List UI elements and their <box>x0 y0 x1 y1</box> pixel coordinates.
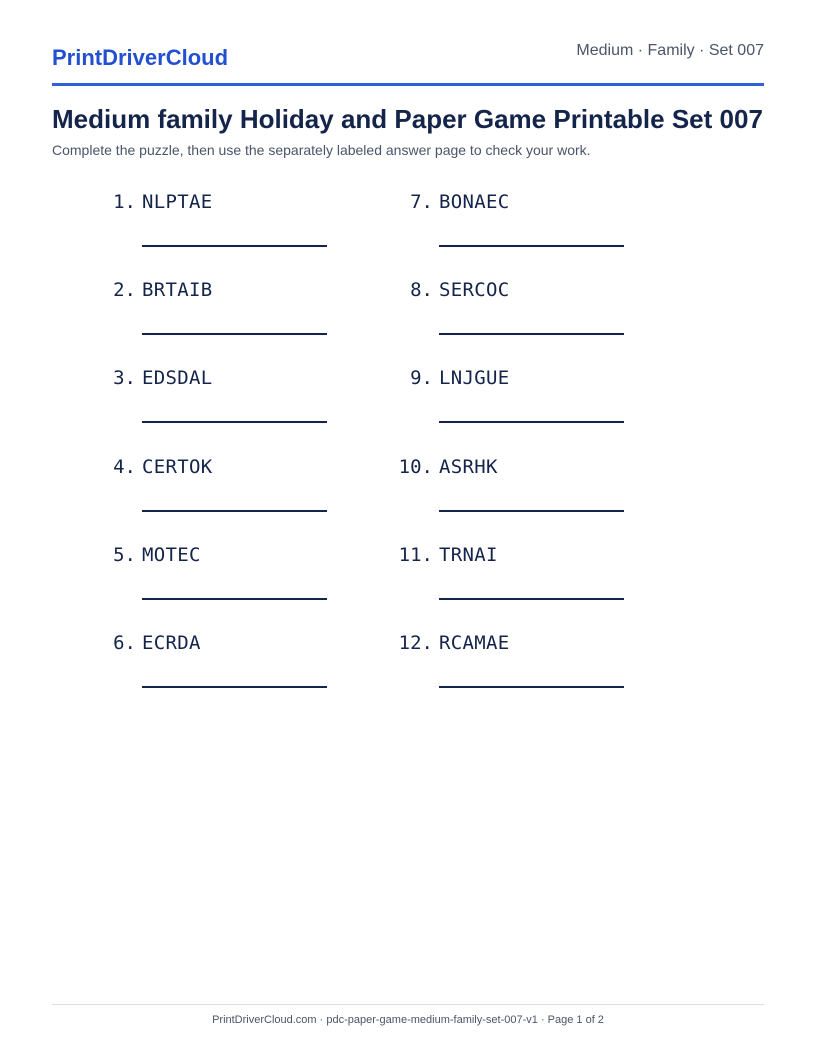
item-number: 7. <box>410 191 433 213</box>
page-title: Medium family Holiday and Paper Game Printable Set 007 <box>52 104 763 134</box>
scrambled-word: ASRHK <box>439 456 498 478</box>
answer-line[interactable] <box>439 333 624 335</box>
answer-line[interactable] <box>439 598 624 600</box>
puzzle-item <box>398 632 663 712</box>
answer-line[interactable] <box>142 245 327 247</box>
answer-line[interactable] <box>439 510 624 512</box>
item-number: 1. <box>113 191 136 213</box>
answer-line[interactable] <box>439 421 624 423</box>
scrambled-word: LNJGUE <box>439 367 510 389</box>
scrambled-word: SERCOC <box>439 279 510 301</box>
scrambled-word: BRTAIB <box>142 279 213 301</box>
puzzle-item <box>106 544 366 624</box>
scrambled-word: BONAEC <box>439 191 510 213</box>
item-number: 10. <box>398 456 433 478</box>
page-header <box>52 0 764 86</box>
item-number: 5. <box>113 544 136 566</box>
answer-line[interactable] <box>142 421 327 423</box>
puzzle-item <box>403 279 663 359</box>
puzzle-item <box>398 456 663 536</box>
scrambled-word: EDSDAL <box>142 367 213 389</box>
brand-logo-text[interactable]: PrintDriverCloud <box>52 45 229 70</box>
puzzle-item <box>106 191 366 271</box>
item-number: 11. <box>398 544 433 566</box>
puzzle-item <box>106 456 366 536</box>
item-number: 9. <box>410 367 433 389</box>
footer-text: PrintDriverCloud.com · pdc-paper-game-medium-family-set-007-v1 · Page 1 of 2 <box>212 1014 604 1026</box>
item-number: 12. <box>398 632 433 654</box>
page-subtitle: Complete the puzzle, then use the separately labeled answer page to check your work. <box>52 142 591 158</box>
scrambled-word: MOTEC <box>142 544 201 566</box>
puzzle-item <box>106 279 366 359</box>
scrambled-word: TRNAI <box>439 544 498 566</box>
answer-line[interactable] <box>142 686 327 688</box>
item-number: 8. <box>410 279 433 301</box>
header-meta: Medium · Family · Set 007 <box>576 42 764 59</box>
answer-line[interactable] <box>439 686 624 688</box>
item-number: 3. <box>113 367 136 389</box>
puzzle-item <box>106 367 366 447</box>
answer-line[interactable] <box>142 598 327 600</box>
puzzle-item <box>106 632 366 712</box>
answer-line[interactable] <box>142 333 327 335</box>
scrambled-word: RCAMAE <box>439 632 510 654</box>
answer-line[interactable] <box>142 510 327 512</box>
scrambled-word: CERTOK <box>142 456 213 478</box>
scrambled-word: NLPTAE <box>142 191 213 213</box>
scrambled-word: ECRDA <box>142 632 201 654</box>
item-number: 2. <box>113 279 136 301</box>
puzzle-item <box>403 191 663 271</box>
puzzle-item <box>398 544 663 624</box>
item-number: 6. <box>113 632 136 654</box>
puzzle-item <box>403 367 663 447</box>
footer-divider <box>52 1004 764 1005</box>
answer-line[interactable] <box>439 245 624 247</box>
item-number: 4. <box>113 456 136 478</box>
